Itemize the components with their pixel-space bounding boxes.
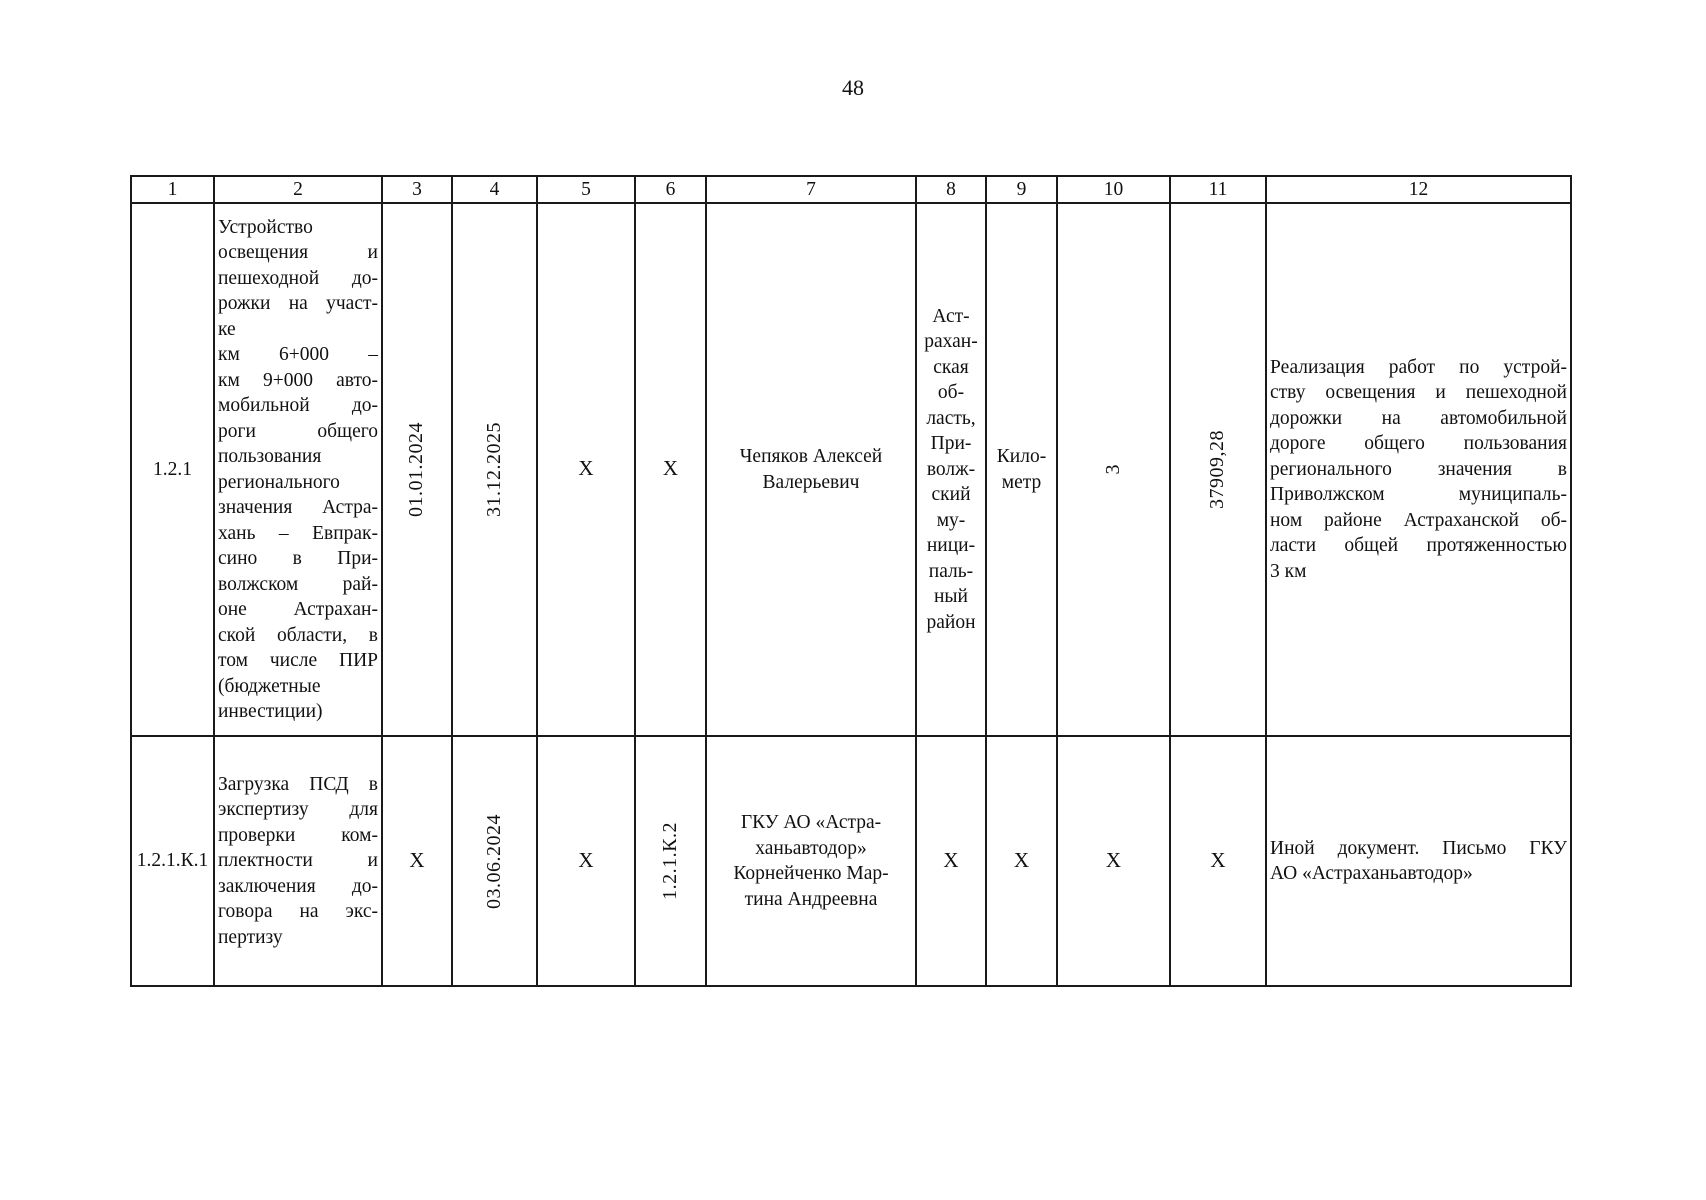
start-date-cell (382, 203, 452, 736)
linked-event-text: 1.2.1.К.2 (658, 822, 681, 900)
column-header-4: 4 (452, 176, 537, 203)
text-line: Кило- (996, 446, 1047, 467)
text-line: метр (1001, 471, 1042, 493)
column-header-6: 6 (635, 176, 706, 203)
start-date-cell (382, 736, 452, 986)
text-line: заключения до- (218, 875, 378, 897)
document-table (130, 175, 1572, 987)
text-line: км 9+000 авто- (218, 369, 378, 391)
amount-cell (1170, 736, 1266, 986)
quantity-text: 3 (1101, 464, 1124, 475)
text-line: ный (934, 586, 968, 608)
text-line: Реализация работ по устрой- (1270, 356, 1567, 378)
text-line: ГКУ АО «Астра- (740, 812, 882, 833)
text-line: Аст- (932, 305, 970, 327)
responsible-person-cell (706, 736, 916, 986)
text-line: сино в При- (218, 548, 378, 569)
text-line: пешеходной до- (218, 267, 378, 289)
text-line: ке (218, 318, 236, 340)
text-line: волжском рай- (218, 573, 378, 595)
page-number: 48 (842, 75, 864, 100)
x-mark: Х (409, 847, 425, 872)
column-5-cell (537, 203, 635, 736)
text-line: ласть, (926, 407, 976, 429)
column-header-8: 8 (916, 176, 986, 203)
text-line: об- (937, 382, 965, 404)
text-line: дороге общего пользования (1270, 433, 1567, 455)
quantity-cell (1057, 203, 1170, 736)
column-header-11: 11 (1170, 176, 1266, 203)
text-line: том числе ПИР (218, 650, 378, 671)
x-mark: Х (662, 456, 679, 481)
amount-text: 37909,28 (1206, 430, 1229, 509)
column-header-5: 5 (537, 176, 635, 203)
text-line: район (926, 611, 976, 633)
text-line: пертизу (218, 926, 283, 948)
text-line: пользования (218, 446, 322, 467)
column-header-1: 1 (131, 176, 214, 203)
text-line: ници- (926, 535, 976, 557)
text-line: экспертизу для (218, 799, 378, 821)
column-header-7: 7 (706, 176, 916, 203)
x-mark: Х (1105, 847, 1122, 872)
start-date-text: 01.01.2024 (405, 422, 428, 517)
text-line: проверки ком- (218, 824, 378, 846)
text-line: ханьавтодор» (755, 837, 867, 859)
text-line: волж- (926, 458, 976, 480)
column-header-3: 3 (382, 176, 452, 203)
text-line: инвестиции) (218, 701, 323, 722)
text-line: Валерьевич (762, 471, 860, 493)
text-line: ству освещения и пешеходной (1270, 382, 1567, 404)
text-line: рожки на участ- (218, 293, 378, 314)
row-number-cell: 1.2.1 (131, 203, 214, 736)
column-6-cell (635, 736, 706, 986)
column-6-cell (635, 203, 706, 736)
text-line: ский (931, 484, 971, 506)
text-line: Корнейченко Мар- (733, 863, 889, 884)
table-row (131, 203, 1571, 736)
column-5-cell (537, 736, 635, 986)
unit-cell (986, 736, 1057, 986)
text-line: плектности и (218, 850, 378, 872)
text-line: ской области, в (218, 624, 378, 646)
text-line: му- (936, 509, 966, 531)
x-mark: Х (1013, 847, 1030, 872)
text-line: Загрузка ПСД в (218, 773, 378, 795)
text-line: мобильной до- (218, 395, 378, 416)
end-date-cell (452, 203, 537, 736)
quantity-cell (1057, 736, 1170, 986)
text-line: оне Астрахан- (218, 599, 378, 620)
text-line: Иной документ. Письмо ГКУ (1270, 837, 1567, 859)
text-line: хань – Евпрак- (218, 522, 378, 544)
x-mark: Х (578, 456, 594, 481)
column-header-12: 12 (1266, 176, 1571, 203)
text-line: значения Астра- (218, 497, 378, 518)
text-line: говора на экс- (218, 901, 378, 923)
x-mark: Х (578, 847, 594, 872)
text-line: рахан- (924, 331, 978, 353)
text-line: Чепяков Алексей (739, 446, 883, 467)
column-header-2: 2 (214, 176, 382, 203)
text-line: тина Андреевна (744, 888, 878, 910)
x-mark: Х (1210, 847, 1226, 872)
end-date-text: 31.12.2025 (482, 422, 505, 517)
unit-cell (986, 203, 1057, 736)
text-line: паль- (928, 560, 974, 582)
text-line: АО «Астраханьавтодор» (1270, 863, 1473, 884)
result-description-cell (1266, 736, 1571, 986)
territory-cell (916, 736, 986, 986)
text-line: км 6+000 – (218, 344, 378, 365)
text-line: роги общего (218, 420, 378, 442)
event-description-cell (214, 736, 382, 986)
text-line: ская (933, 356, 969, 378)
row-number-cell: 1.2.1.К.1 (131, 736, 214, 986)
territory-cell (916, 203, 986, 736)
text-line: Приволжском муниципаль- (1270, 484, 1567, 506)
text-line: ласти общей протяженностью (1270, 535, 1567, 557)
text-line: регионального (218, 471, 340, 493)
x-mark: Х (943, 847, 959, 872)
text-line: ном районе Астраханской об- (1270, 509, 1567, 531)
event-description-cell (214, 203, 382, 736)
text-line: дорожки на автомобильной (1270, 407, 1567, 429)
text-line: освещения и (218, 242, 378, 263)
text-line: При- (930, 433, 972, 455)
end-date-cell (452, 736, 537, 986)
responsible-person-cell (706, 203, 916, 736)
text-line: 3 км (1270, 560, 1307, 582)
column-header-10: 10 (1057, 176, 1170, 203)
text-line: (бюджетные (218, 675, 321, 697)
column-header-9: 9 (986, 176, 1057, 203)
amount-cell (1170, 203, 1266, 736)
end-date-text: 03.06.2024 (482, 813, 505, 909)
table-row (131, 736, 1571, 986)
result-description-cell (1266, 203, 1571, 736)
column-header-row (131, 176, 1571, 203)
text-line: Устройство (218, 216, 313, 238)
text-line: регионального значения в (1270, 458, 1567, 480)
